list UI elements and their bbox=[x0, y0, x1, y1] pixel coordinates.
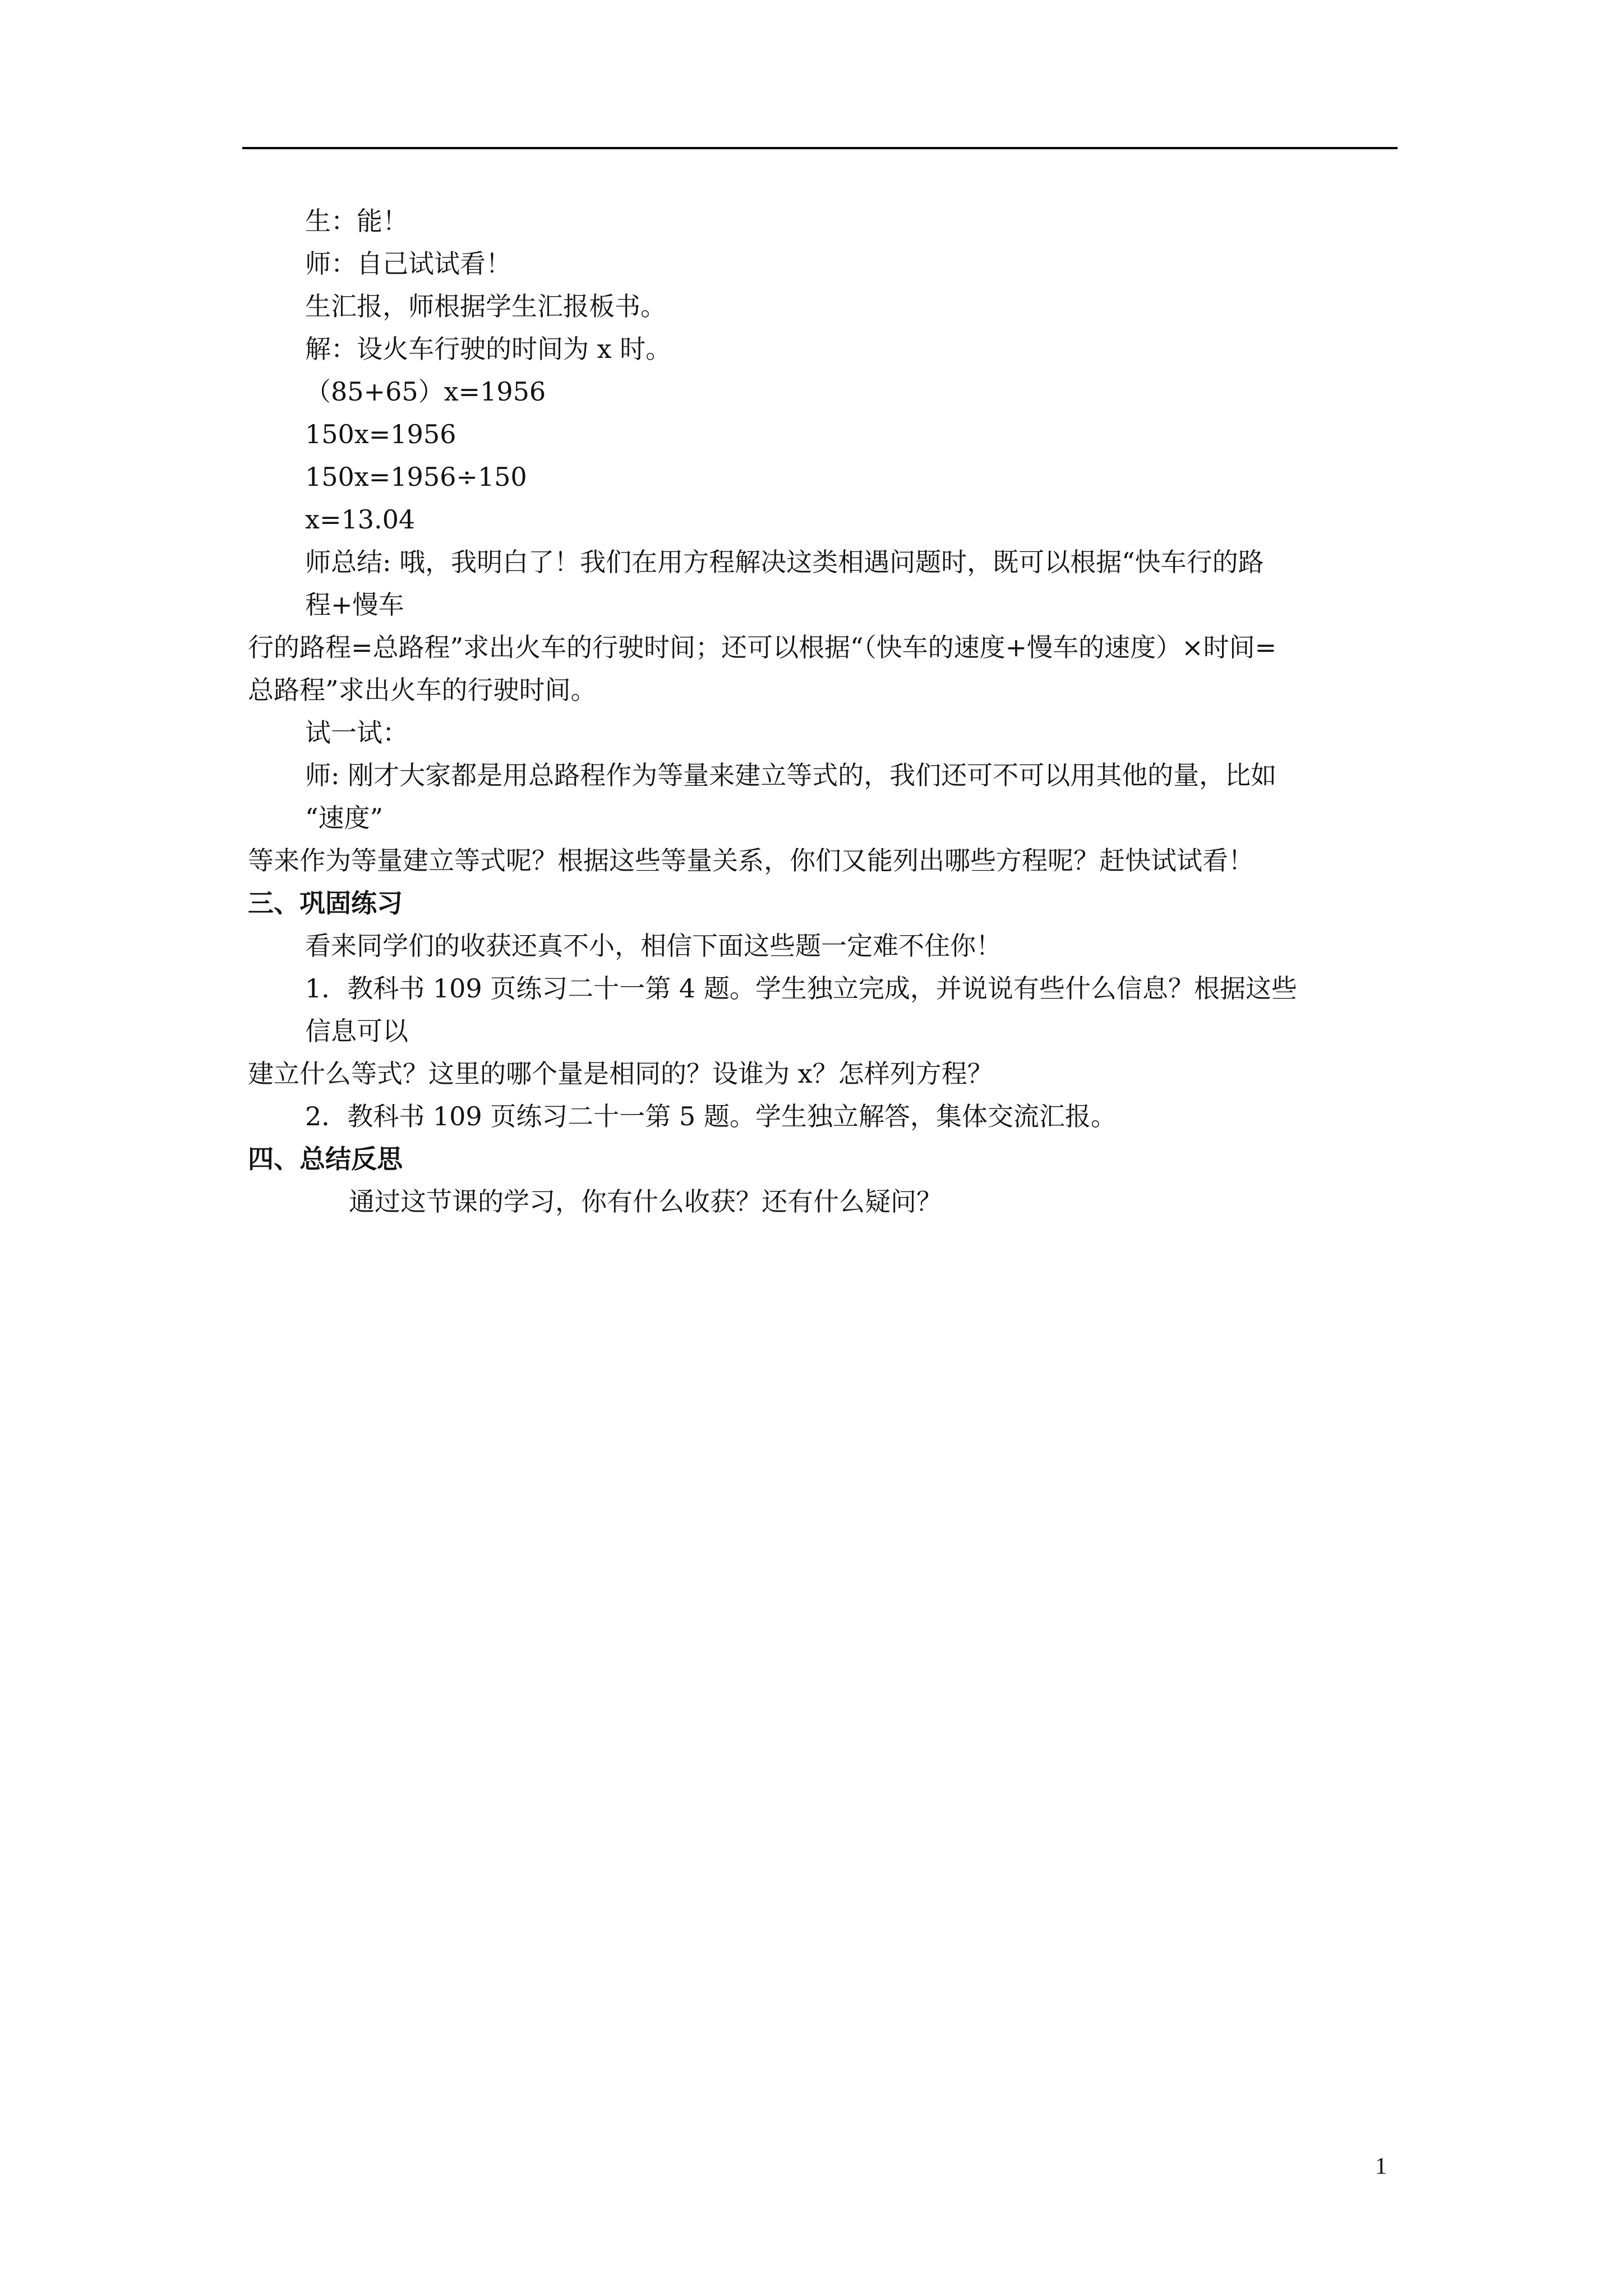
practice-item-1-line-2: 信息可以 bbox=[305, 1016, 408, 1046]
try-it-label: 试一试： bbox=[305, 717, 408, 748]
header-rule bbox=[242, 147, 1398, 149]
practice-intro: 看来同学们的收获还真不小，相信下面这些题一定难不住你！ bbox=[305, 931, 1002, 961]
line-solution-setup: 解：设火车行驶的时间为 x 时。 bbox=[305, 334, 672, 364]
teacher-summary-line-2: 程+慢车 bbox=[305, 590, 404, 620]
line-teacher-try: 师：自己试试看！ bbox=[305, 249, 511, 279]
section-heading-summary: 四、总结反思 bbox=[248, 1144, 403, 1174]
section-heading-practice: 三、巩固练习 bbox=[248, 888, 403, 918]
line-student-can: 生：能！ bbox=[305, 206, 408, 236]
equation-line-1: （85+65）x=1956 bbox=[305, 376, 546, 407]
teacher-question-line-2: “速度” bbox=[305, 803, 384, 833]
equation-line-2: 150x=1956 bbox=[305, 419, 457, 449]
teacher-summary-line-3: 行的路程=总路程”求出火车的行驶时间；还可以根据“（快车的速度+慢车的速度）×时间= bbox=[248, 632, 1277, 662]
teacher-question-line-3: 等来作为等量建立等式呢？根据这些等量关系，你们又能列出哪些方程呢？赶快试试看！ bbox=[248, 845, 1254, 876]
practice-item-1-line-3: 建立什么等式？这里的哪个量是相同的？设谁为 x？怎样列方程？ bbox=[248, 1059, 993, 1089]
practice-item-1-line-1: 1．教科书 109 页练习二十一第 4 题。学生独立完成，并说说有些什么信息？根据这些 bbox=[305, 973, 1297, 1004]
summary-question: 通过这节课的学习，你有什么收获？还有什么疑问？ bbox=[349, 1186, 942, 1217]
teacher-question-line-1: 师: 刚才大家都是用总路程作为等量来建立等式的，我们还可不可以用其他的量，比如 bbox=[305, 760, 1277, 790]
page-number: 1 bbox=[1375, 2154, 1387, 2179]
teacher-summary-line-4: 总路程”求出火车的行驶时间。 bbox=[248, 675, 597, 705]
practice-item-2: 2．教科书 109 页练习二十一第 5 题。学生独立解答，集体交流汇报。 bbox=[305, 1101, 1117, 1131]
equation-line-4: x=13.04 bbox=[305, 504, 416, 535]
line-student-report: 生汇报，师根据学生汇报板书。 bbox=[305, 291, 666, 321]
teacher-summary-line-1: 师总结: 哦，我明白了！我们在用方程解决这类相遇问题时，既可以根据“快车行的路 bbox=[305, 547, 1264, 577]
document-body bbox=[248, 200, 1398, 1223]
equation-line-3: 150x=1956÷150 bbox=[305, 462, 527, 492]
